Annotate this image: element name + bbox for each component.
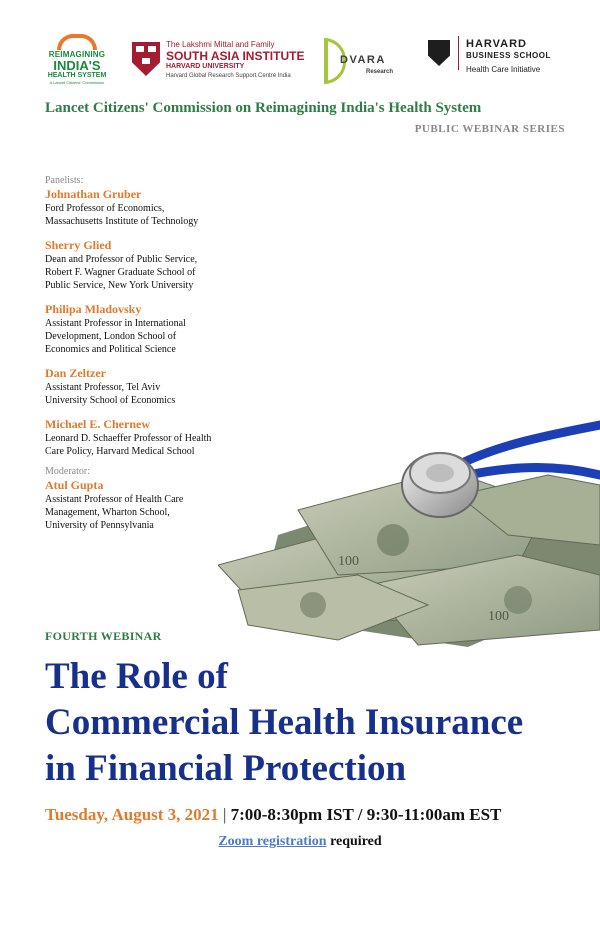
logo-line-2: INDIA'S — [53, 58, 101, 73]
hbs-line-3: Health Care Initiative — [466, 65, 541, 74]
dvara-research-logo — [322, 38, 402, 88]
series-label: PUBLIC WEBINAR SERIES — [414, 123, 565, 135]
panelist-title: Assistant Professor in International Development, London School of Economics and Political Science — [45, 318, 186, 355]
south-asia-institute-logo — [132, 40, 305, 90]
commission-title: Lancet Citizens' Commission on Reimagining India's Health System — [45, 100, 482, 116]
panelist-title: Assistant Professor, Tel Aviv University School of Economics — [45, 382, 176, 406]
webinar-time: 7:00-8:30pm IST / 9:30-11:00am EST — [230, 805, 502, 824]
sai-line-2: SOUTH ASIA INSTITUTE — [166, 49, 305, 63]
panelist-name: Sherry Glied — [45, 238, 112, 252]
panelist-name: Philipa Mladovsky — [45, 302, 142, 316]
panelist-item — [45, 366, 295, 407]
harvard-business-school-logo — [428, 36, 578, 86]
webinar-number: FOURTH WEBINAR — [45, 629, 162, 643]
zoom-suffix: required — [326, 834, 382, 849]
moderator-title: Assistant Professor of Health Care Management, Wharton School, University of Pennsylvania — [45, 494, 184, 531]
money-stethoscope-image — [218, 415, 600, 647]
webinar-date: Tuesday, August 3, 2021 — [45, 805, 219, 824]
dvara-name: DVARA — [340, 54, 386, 66]
panelist-item — [45, 302, 295, 356]
panelist-name: Michael E. Chernew — [45, 417, 150, 431]
hbs-shield-icon — [428, 40, 450, 66]
panelist-name: Dan Zeltzer — [45, 366, 106, 380]
svg-text:100: 100 — [338, 554, 359, 569]
panelist-title: Leonard D. Schaeffer Professor of Health Care Policy, Harvard Medical School — [45, 433, 212, 457]
webinar-title — [45, 654, 590, 792]
panelist-title: Ford Professor of Economics, Massachusetts Institute of Technology — [45, 203, 199, 227]
sai-line-4: Harvard Global Research Support Centre India — [166, 73, 291, 79]
panelist-item — [45, 187, 295, 228]
hbs-line-2: BUSINESS SCHOOL — [466, 51, 551, 60]
panelist-item — [45, 238, 295, 292]
panelists-label: Panelists: — [45, 175, 84, 186]
panelist-title: Dean and Professor of Public Service, Robert F. Wagner Graduate School of Public Service, New York University — [45, 254, 198, 291]
date-separator: | — [222, 805, 227, 824]
reimagining-india-logo — [42, 34, 112, 85]
dvara-sub: Research — [366, 69, 394, 75]
zoom-registration-link[interactable]: Zoom registration — [218, 834, 327, 849]
sunrise-arc-icon — [57, 34, 97, 50]
moderator-label: Moderator: — [45, 466, 90, 477]
title-line: Commercial Health Insurance — [45, 702, 524, 743]
svg-text:100: 100 — [488, 609, 509, 624]
hbs-line-1: HARVARD — [466, 38, 527, 50]
title-line: in Financial Protection — [45, 748, 407, 789]
title-line: The Role of — [45, 656, 228, 697]
logo-line-4: A Lancet Citizens' Commission — [49, 80, 105, 85]
sai-line-1: The Lakshmi Mittal and Family — [166, 40, 275, 49]
moderator-name: Atul Gupta — [45, 478, 104, 492]
zoom-registration — [0, 834, 600, 850]
logo-line-3: HEALTH SYSTEM — [47, 72, 107, 79]
logo-line-1: REIMAGINING — [48, 50, 106, 59]
logo-row — [0, 30, 600, 100]
panelist-name: Johnathan Gruber — [45, 187, 142, 201]
webinar-datetime — [45, 805, 585, 825]
harvard-shield-icon — [132, 42, 160, 76]
sai-line-3: HARVARD UNIVERSITY — [166, 63, 245, 70]
